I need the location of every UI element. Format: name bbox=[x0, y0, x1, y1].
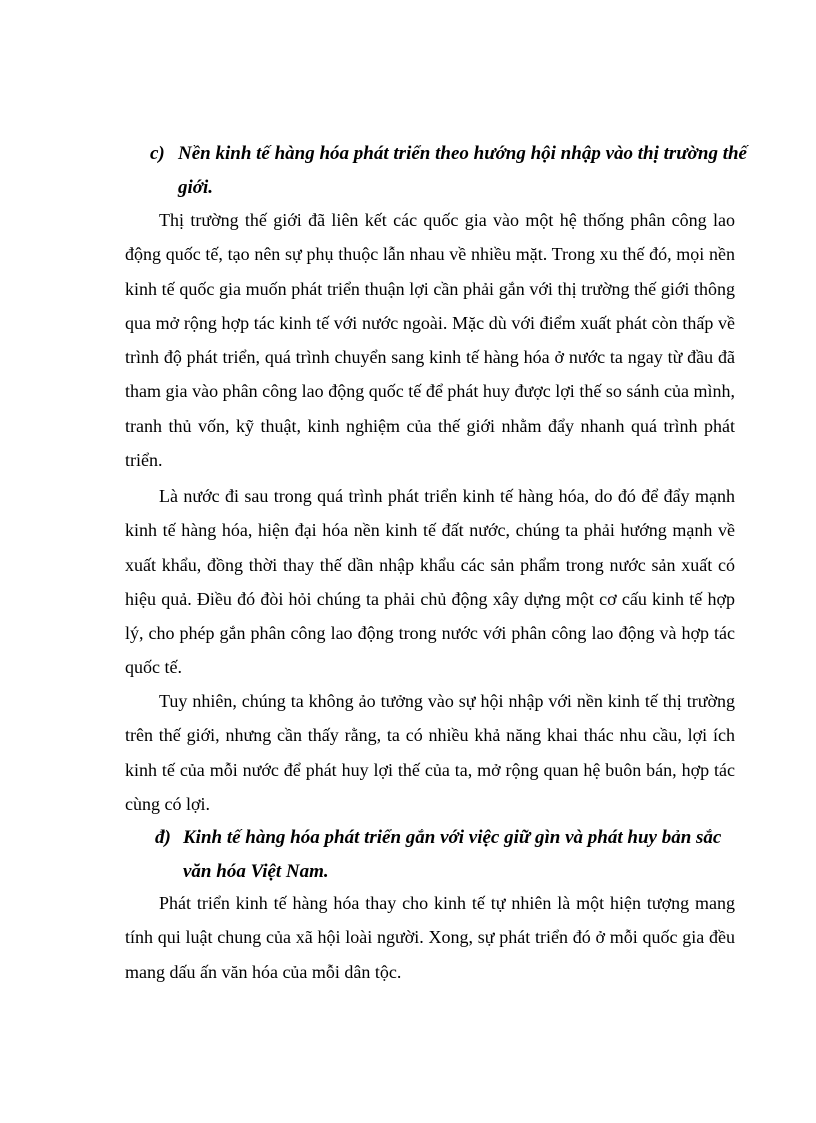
paragraph-1: Thị trường thế giới đã liên kết các quốc gia vào một hệ thống phân công lao động quốc tế, tạo nên sự phụ thuộc lẫn nhau về nhiều mặt. Trong xu thế đó, mọi nền kinh tế quốc gia muốn phát triển thuận lợi cần phải gắn với thị trường thế giới thông qua mở rộng hợp tác kinh tế với nước ngoài. Mặc dù với điểm xuất phát còn thấp về trình độ phát triển, quá trình chuyển sang kinh tế hàng hóa ở nước ta ngay từ đầu đã tham gia vào phân công lao động quốc tế để phát huy được lợi thế so sánh của mình, tranh thủ vốn, kỹ thuật, kinh nghiệm của thế giới nhằm đẩy nhanh quá trình phát triển. bbox=[125, 210, 735, 471]
section-heading-d bbox=[155, 821, 755, 889]
paragraph-3: Tuy nhiên, chúng ta không ảo tưởng vào sự hội nhập với nền kinh tế thị trường trên thế giới, nhưng cần thấy rằng, ta có nhiều khả năng khai thác nhu cầu, lợi ích kinh tế của mỗi nước để phát huy lợi thế của ta, mở rộng quan hệ buôn bán, hợp tác cùng có lợi. bbox=[125, 691, 735, 814]
section-heading-c bbox=[150, 137, 750, 205]
section-title-c-line1: Nền kinh tế hàng hóa phát triển theo hướng hội nhập vào thị trường thế bbox=[178, 143, 747, 164]
section-title-d-line2: văn hóa Việt Nam. bbox=[183, 861, 329, 882]
section-title-c-line2: giới. bbox=[178, 177, 214, 198]
section-title-d-line1: Kinh tế hàng hóa phát triển gắn với việc giữ gìn và phát huy bản sắc bbox=[183, 827, 722, 848]
section-marker-c: c) bbox=[150, 143, 165, 164]
paragraph-4: Phát triển kinh tế hàng hóa thay cho kinh tế tự nhiên là một hiện tượng mang tính qui luật chung của xã hội loài người. Xong, sự phát triển đó ở mỗi quốc gia đều mang dấu ấn văn hóa của mỗi dân tộc. bbox=[125, 893, 735, 982]
paragraph-2: Là nước đi sau trong quá trình phát triển kinh tế hàng hóa, do đó để đẩy mạnh kinh tế hàng hóa, hiện đại hóa nền kinh tế đất nước, chúng ta phải hướng mạnh về xuất khẩu, đồng thời thay thế dần nhập khẩu các sản phẩm trong nước sản xuất có hiệu quả. Điều đó đòi hỏi chúng ta phải chủ động xây dựng một cơ cấu kinh tế hợp lý, cho phép gắn phân công lao động trong nước với phân công lao động và hợp tác quốc tế. bbox=[125, 486, 735, 678]
section-marker-d: đ) bbox=[155, 827, 171, 848]
